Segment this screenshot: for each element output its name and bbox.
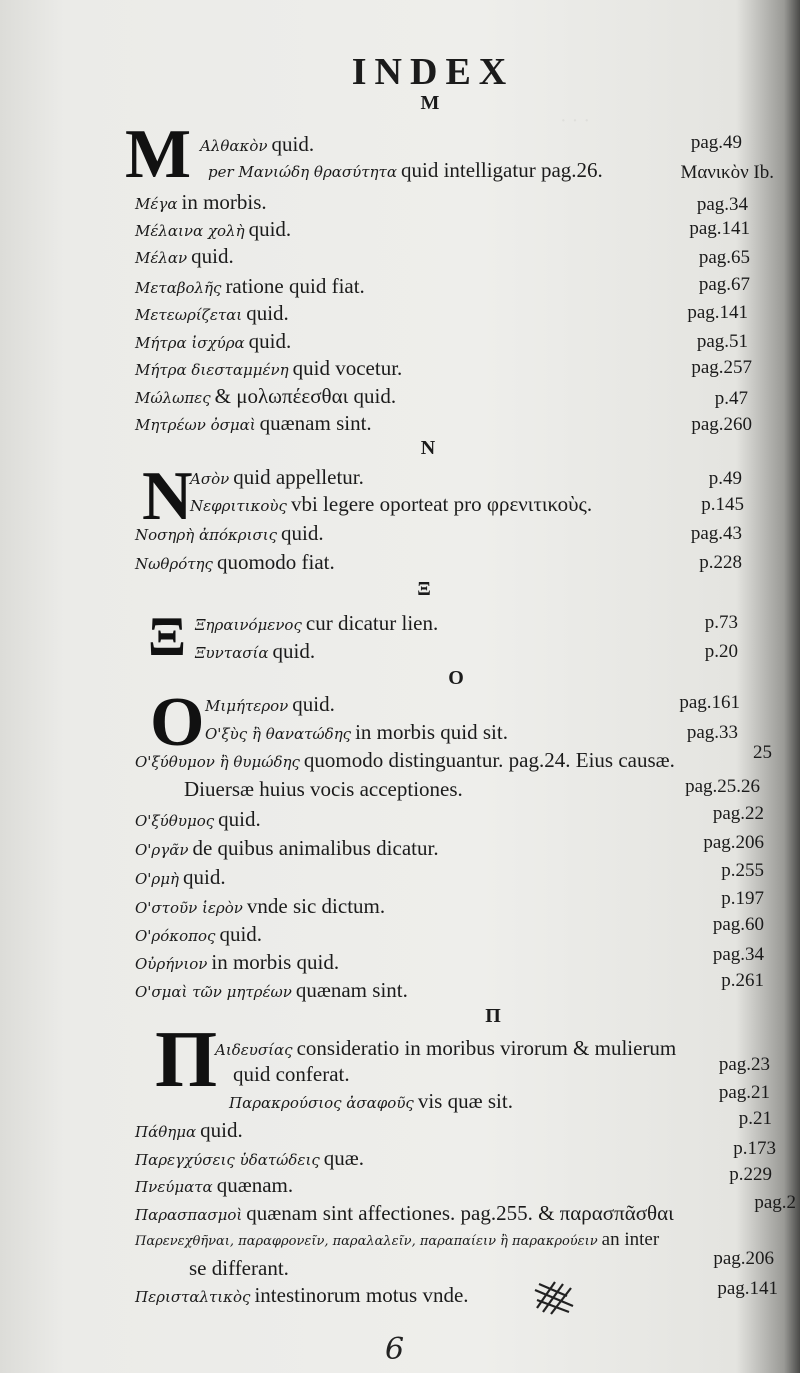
page-reference: pag.51 [696,331,748,352]
greek-term: Παρενεχθῆναι, παραφρονεῖν, παραλαλεῖν, παραπαίειν ἢ παρακρούειν [135,1234,598,1249]
page-reference: Μανικὸν Ib. [680,162,774,183]
page-title: INDEX [351,51,515,93]
greek-term: Ο'ργᾶν [135,841,189,859]
page-reference: pag.22 [712,803,764,824]
page-reference: p.47 [714,388,748,409]
bleed-through-text: · · · [560,110,590,132]
greek-term: Μιμήτερον [205,697,289,715]
greek-term: Αιδευσίας [215,1041,293,1059]
page-reference: pag.34 [696,194,748,215]
greek-term: Νεφριτικοὺς [190,497,287,515]
page-reference: p.20 [704,641,738,662]
section-letter-o: O [448,667,464,689]
page-reference: pag.257 [691,357,752,378]
page-reference: pag.260 [691,414,752,435]
page-reference: pag.2 [754,1192,796,1213]
index-entry: Νεφριτικοὺς vbi legere oporteat pro φρενιτικοὺς. [190,492,593,516]
greek-term: Παρακρούσιος ἀσαφοῦς [229,1094,414,1112]
index-entry: Ο'ρμὴ quid. [135,865,226,889]
index-entry: Παρενεχθῆναι, παραφρονεῖν, παραλαλεῖν, παραπαίειν ἢ παρακρούειν an inter [135,1229,660,1250]
ink-scribble-mark [533,1278,575,1316]
page-reference: pag.141 [689,218,750,239]
index-entry: Μέλαινα χολὴ quid. [135,217,292,241]
page-reference: pag.33 [686,722,738,743]
index-entry: Ξηραινόμενος cur dicatur lien. [195,611,439,635]
page-reference: p.21 [738,1108,772,1129]
index-entry: Αιδευσίας consideratio in moribus virorum & mulierum [215,1036,677,1060]
greek-term: Μήτρα διεσταμμένη [135,361,289,379]
page-reference: p.173 [733,1138,776,1159]
greek-term: Μήτρα ἰσχύρα [135,334,245,352]
greek-term: per Μανιώδη θρασύτητα [208,163,397,181]
greek-term: Παρασπασμοὶ [135,1206,243,1224]
page-reference: p.229 [729,1164,772,1185]
greek-term: Ο'ξὺς ἢ θανατώδης [205,725,352,743]
index-entry: Ο'ργᾶν de quibus animalibus dicatur. [135,836,439,860]
page-reference: pag.141 [687,302,748,323]
index-entry: Αλθακὸν quid. [200,132,315,156]
index-entry: Μεταβολῆς ratione quid fiat. [135,274,365,298]
greek-term: Ο'ξύθυμον ἢ θυμώδης [135,753,300,771]
page-reference: pag.67 [698,274,750,295]
index-entry: Νοσηρὴ ἀπόκρισις quid. [135,521,324,545]
index-entry: Μετεωρίζεται quid. [135,301,289,325]
greek-term: Μέλαινα χολὴ [135,222,245,240]
index-entry: Μήτρα διεσταμμένη quid vocetur. [135,356,403,380]
page-reference: pag.206 [703,832,764,853]
greek-term: Μέλαν [135,249,188,267]
index-entry: Παρεγχύσεις ὑδατώδεις quæ. [135,1146,365,1170]
index-entry: Μέλαν quid. [135,244,234,268]
index-entry: Diuersæ huius vocis acceptiones. [184,777,463,801]
dropcap-m: M [125,116,192,193]
greek-term: Οὐρήνιον [135,955,208,973]
index-entry: Πάθημα quid. [135,1118,243,1142]
greek-term: Πνεύματα [135,1178,213,1196]
page-reference: pag.49 [690,132,742,153]
dropcap-n: N [142,458,193,535]
page-reference: pag.141 [717,1278,778,1299]
page-reference: pag.21 [718,1082,770,1103]
page-reference: pag.60 [712,914,764,935]
page-reference: pag.65 [698,247,750,268]
index-entry: Μητρέων ὀσμαὶ quænam sint. [135,411,372,435]
greek-term: Παρεγχύσεις ὑδατώδεις [135,1151,320,1169]
page-reference: pag.161 [679,692,740,713]
page-reference: pag.206 [713,1248,774,1269]
page-reference: p.49 [708,468,742,489]
greek-term: Μετεωρίζεται [135,306,243,324]
greek-term: Ο'στοῦν ἱερὸν [135,899,243,917]
greek-term: Ο'ξύθυμος [135,812,215,830]
dropcap-o: O [150,684,205,761]
index-entry: Νωθρότης quomodo fiat. [135,550,335,574]
page-reference: pag.43 [690,523,742,544]
index-entry: Ο'ξὺς ἢ θανατώδης in morbis quid sit. [205,720,508,744]
index-entry: Περισταλτικὸς intestinorum motus vnde. [135,1283,469,1307]
index-entry: Ο'σμαὶ τῶν μητρέων quænam sint. [135,978,408,1002]
index-entry: Ο'ρόκοπος quid. [135,922,263,946]
greek-term: Αλθακὸν [200,137,268,155]
index-entry: Ο'στοῦν ἱερὸν vnde sic dictum. [135,894,386,918]
section-letter-xi: Ξ [417,578,431,600]
index-entry: Μιμήτερον quid. [205,692,335,716]
dropcap-pi: Π [155,1016,218,1104]
index-entry: Ασὸν quid appelletur. [190,465,364,489]
index-entry: Ο'ξύθυμον ἢ θυμώδης quomodo distinguantur. pag.24. Eius causæ. [135,748,675,772]
page-reference: p.255 [721,860,764,881]
index-entry: Οὐρήνιον in morbis quid. [135,950,340,974]
index-entry: Ο'ξύθυμος quid. [135,807,261,831]
page-reference: pag.34 [712,944,764,965]
index-entry: Μήτρα ἰσχύρα quid. [135,329,292,353]
greek-term: Ο'ρμὴ [135,870,179,888]
page-reference: 25 [753,742,772,763]
index-entry: Μέγα in morbis. [135,190,267,214]
section-letter-m: M [420,92,440,114]
greek-term: Μώλωπες [135,389,211,407]
greek-term: Ο'ρόκοπος [135,927,216,945]
page-reference: p.145 [701,494,744,515]
greek-term: Μητρέων ὀσμαὶ [135,416,256,434]
section-letter-pi: Π [485,1005,501,1027]
greek-term: Πάθημα [135,1123,197,1141]
greek-term: Μεταβολῆς [135,279,222,297]
index-entry: se differant. [189,1256,289,1280]
index-entry: Ξυντασία quid. [195,639,316,663]
greek-term: Ασὸν [190,470,230,488]
page-reference: pag.23 [718,1054,770,1075]
index-entry: Παρακρούσιος ἀσαφοῦς vis quæ sit. [229,1089,513,1113]
page-reference: p.228 [699,552,742,573]
greek-term: Ξυντασία [195,644,269,662]
greek-term: Νοσηρὴ ἀπόκρισις [135,526,278,544]
page-reference: pag.25.26 [685,776,760,797]
folio-number: 6 [385,1332,405,1367]
greek-term: Περισταλτικὸς [135,1288,251,1306]
page-reference: p.73 [704,612,738,633]
section-letter-n: N [420,437,436,459]
index-entry: Μώλωπες & μολωπέεσθαι quid. [135,384,397,408]
dropcap-xi: Ξ [148,606,186,668]
index-entry: Πνεύματα quænam. [135,1173,294,1197]
index-entry: Παρασπασμοὶ quænam sint affectiones. pag.255. & παρασπᾶσθαι [135,1201,674,1225]
greek-term: Μέγα [135,195,178,213]
page-reference: p.261 [721,970,764,991]
index-entry: per Μανιώδη θρασύτητα quid intelligatur pag.26. [208,158,603,182]
greek-term: Ξηραινόμενος [195,616,302,634]
index-entry: quid conferat. [233,1062,350,1086]
greek-term: Ο'σμαὶ τῶν μητρέων [135,983,292,1001]
greek-term: Νωθρότης [135,555,213,573]
page-reference: p.197 [721,888,764,909]
